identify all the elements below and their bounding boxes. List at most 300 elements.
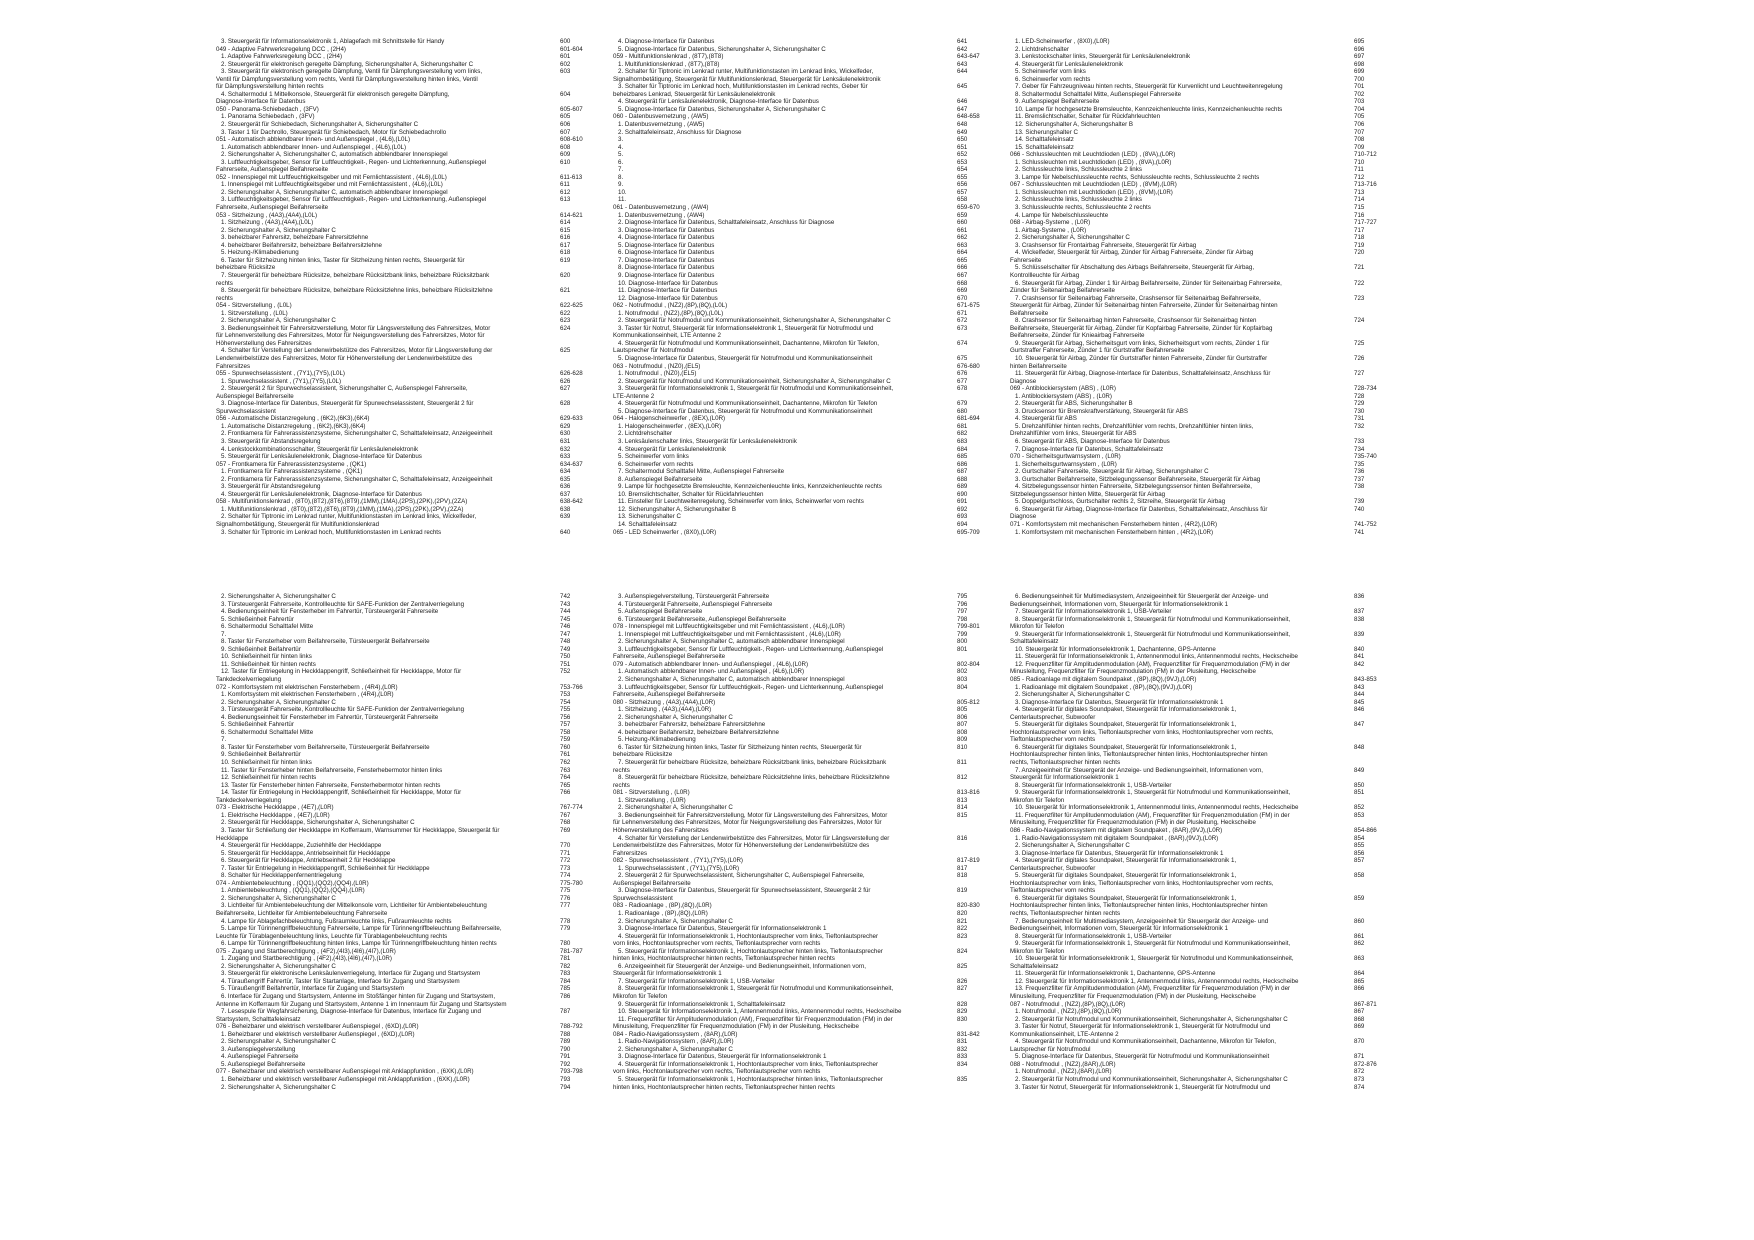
entry-page-number: 729 xyxy=(1354,400,1365,408)
entry-page-number: 626-628 xyxy=(560,370,583,378)
index-entry xyxy=(1010,249,1560,257)
entry-page-number: 626 xyxy=(560,377,571,385)
entry-page-number: 797 xyxy=(957,608,968,616)
entry-page-number: 622-625 xyxy=(560,302,583,310)
entry-title: 15. Schalttafeleinsatz xyxy=(1015,143,1074,151)
entry-page-number: 813 xyxy=(957,796,968,804)
entry-page-number: 750 xyxy=(560,653,571,661)
index-entry xyxy=(1010,204,1560,212)
entry-title: Diagnose xyxy=(1010,377,1037,385)
entry-page-number xyxy=(560,408,620,416)
entry-page-number: 802 xyxy=(957,668,968,676)
entry-page-number: 690 xyxy=(957,490,968,498)
index-entry xyxy=(1010,842,1560,850)
entry-page-number: 820 xyxy=(957,909,968,917)
index-entry xyxy=(1010,461,1560,469)
index-entry xyxy=(1010,601,1560,609)
entry-page-number: 600 xyxy=(560,38,571,45)
entry-title: Fahrerseite xyxy=(1010,256,1042,264)
entry-title: 1. Adaptive Fahrwerksregelung DCC , (2H4) xyxy=(221,53,343,61)
entry-page-number: 770 xyxy=(560,842,571,850)
index-entry xyxy=(1010,529,1560,537)
index-entry xyxy=(1010,835,1560,843)
entry-title: 3. Taster für Notruf, Steuergerät für Informationselektronik 1, Steuergerät für Notrufmodul und xyxy=(1015,1023,1271,1031)
entry-page-number: 691 xyxy=(957,498,968,506)
entry-title: 12. Schließeinheit für hinten rechts xyxy=(221,774,317,782)
entry-page-number: 788-792 xyxy=(560,1023,583,1031)
entry-page-number: 711 xyxy=(1354,166,1364,174)
entry-title: 5. xyxy=(618,151,624,159)
entry-title: hinten Beifahrerseite xyxy=(1010,362,1067,370)
entry-page-number: 672 xyxy=(957,317,968,325)
entry-title: 6. Bedienungseinheit für Multimediasystem, Anzeigeeinheit für Steuergerät der Anzeige- und xyxy=(1015,593,1269,600)
entry-page-number xyxy=(1354,736,1414,744)
entry-title: 066 - Schlussleuchten mit Leuchtdioden (LED) , (8VA),(L0R) xyxy=(1010,151,1176,159)
entry-page-number: 862 xyxy=(1354,940,1365,948)
entry-page-number: 721 xyxy=(1354,264,1365,272)
entry-page-number xyxy=(1354,332,1414,340)
entry-title: 8. Steuergerät für Informationselektronik 1, Steuergerät für Notrufmodul und Kommunikationseinheit, xyxy=(1015,615,1291,623)
entry-page-number xyxy=(560,933,620,941)
entry-page-number: 836 xyxy=(1354,593,1365,600)
entry-title: 2. Sicherungshalter A, Sicherungshalter C xyxy=(1015,842,1130,850)
entry-title: 3. Steuergerät für Informationselektronik 1, Ablagefach mit Schnittstelle für Handy xyxy=(221,38,445,45)
entry-title: Signalhornbetätigung, Steuergerät für Multifunktionslenkrad, Steuergerät für Lenksäulenelektronik xyxy=(613,75,881,83)
entry-title: 4. Steuergerät für digitales Soundpaket, Steuergerät für Informationselektronik 1, xyxy=(1015,706,1237,714)
index-entry xyxy=(1010,166,1560,174)
entry-page-number: 709 xyxy=(1354,143,1365,151)
entry-title: 11. Diagnose-Interface für Datenbus xyxy=(618,287,718,295)
entry-title: Mikrofon für Telefon xyxy=(1010,947,1065,955)
entry-title: 078 - Innenspiegel mit Luftfeuchtigkeitsgeber und mit Fernlichtassistent , (4L6),(L0R) xyxy=(613,623,845,631)
entry-title: 3. Bedienungseinheit für Fahrersitzverstellung, Motor für Längsverstellung des Fahrersitzes, Motor xyxy=(221,324,491,332)
entry-page-number: 671 xyxy=(957,309,968,317)
entry-page-number: 638-642 xyxy=(560,498,583,506)
entry-title: 6. Steuergerät für ABS, Diagnose-Interface für Datenbus xyxy=(1015,437,1170,445)
entry-page-number: 608-610 xyxy=(560,136,583,144)
entry-title: 2. Sicherungshalter A, Sicherungshalter C xyxy=(221,317,336,325)
entry-title: 3. Diagnose-Interface für Datenbus, Steuergerät für Informationselektronik 1 xyxy=(618,925,827,933)
entry-page-number: 614-621 xyxy=(560,211,583,219)
entry-title: 4. Diagnose-Interface für Datenbus xyxy=(618,38,715,45)
entry-page-number xyxy=(1354,363,1414,371)
entry-page-number: 627 xyxy=(560,385,571,393)
entry-page-number: 661 xyxy=(957,226,968,234)
index-entry xyxy=(1010,1038,1560,1046)
entry-title: 10. xyxy=(618,188,627,196)
entry-title: 7. Diagnose-Interface für Datenbus, Schalttafeleinsatz xyxy=(1015,445,1164,453)
entry-title: 8. Steuergerät für beheizbare Rücksitze, beheizbare Rücksitzlehne links, beheizbare Rücksitzlehne xyxy=(221,287,493,295)
entry-title: 11. Schließeinheit für hinten rechts xyxy=(221,660,316,668)
index-entry xyxy=(1010,363,1560,371)
entry-title: 069 - Antiblockiersystem (ABS) , (L0R) xyxy=(1010,385,1116,393)
entry-page-number: 800 xyxy=(957,638,968,646)
entry-title: 1. Notrufmodul , (NZ2),(8P),(8Q),(L0L) xyxy=(618,309,724,317)
entry-title: 12. Diagnose-Interface für Datenbus xyxy=(618,294,718,302)
entry-page-number: 663 xyxy=(957,241,968,249)
entry-title: 10. Steuergerät für Informationselektronik 1, Antennenmodul links, Antennenmodul rechts, Heckscheibe xyxy=(618,1008,902,1016)
entry-page-number xyxy=(560,340,620,348)
entry-page-number: 607 xyxy=(560,128,571,136)
entry-title: 3. Diagnose-Interface für Datenbus, Steuergerät für Informationselektronik 1 xyxy=(1015,849,1224,857)
index-entry xyxy=(1010,767,1560,775)
entry-page-number: 857 xyxy=(1354,857,1365,865)
entry-page-number xyxy=(1354,491,1414,499)
entry-title: 5. Scheinwerfer vorn links xyxy=(1015,68,1086,76)
entry-title: 3. Drucksensor für Bremskraftverstärkung, Steuergerät für ABS xyxy=(1015,407,1188,415)
entry-page-number: 708 xyxy=(1354,136,1365,144)
index-entry xyxy=(1010,676,1560,684)
entry-title: 1. Datenbusvernetzung , (AW4) xyxy=(618,211,705,219)
entry-page-number: 601 xyxy=(560,53,571,61)
index-entry xyxy=(1010,370,1560,378)
entry-page-number: 741 xyxy=(1354,528,1365,536)
entry-page-number xyxy=(1354,751,1414,759)
index-entry xyxy=(1010,212,1560,220)
entry-title: 4. xyxy=(618,143,624,151)
index-entry xyxy=(1010,272,1560,280)
entry-page-number xyxy=(1354,948,1414,956)
entry-title: 7. xyxy=(221,736,227,744)
entry-page-number: 835 xyxy=(957,1076,968,1083)
entry-title: 1. Beheizbarer und elektrisch verstellbarer Außenspiegel mit Anklappfunktion , (6XK),(L0R) xyxy=(221,1076,470,1083)
entry-page-number: 620 xyxy=(560,271,571,279)
entry-page-number: 825 xyxy=(957,962,968,970)
entry-title: 8. Außenspiegel Beifahrerseite xyxy=(618,475,703,483)
entry-page-number: 611 xyxy=(560,181,570,189)
entry-page-number: 667 xyxy=(957,271,968,279)
entry-title: Spurwechselassistent xyxy=(216,407,276,415)
entry-page-number: 778 xyxy=(560,917,571,925)
entry-title: 4. Schaltermodul 1 Mittelkonsole, Steuergerät für elektronisch geregelte Dämpfung, xyxy=(221,90,450,98)
entry-page-number xyxy=(957,1068,1017,1076)
index-entry xyxy=(1010,684,1560,692)
entry-page-number xyxy=(1354,347,1414,355)
entry-title: 2. Sicherungshalter A, Sicherungshalter C xyxy=(1015,234,1130,242)
entry-title: für Lehnenverstellung des Fahrersitzes, Motor für Neigungsverstellung des Fahrersitzes, Motor für xyxy=(216,332,485,340)
entry-page-number: 604 xyxy=(560,90,571,98)
index-entry xyxy=(1010,446,1560,454)
entry-title: 076 - Beheizbarer und elektrisch verstellbarer Außenspiegel , (6XD),(L0R) xyxy=(216,1023,419,1031)
entry-title: Tankdeckelverriegelung xyxy=(216,676,282,684)
entry-title: 3. Taster für Notruf, Steuergerät für Informationselektronik 1, Steuergerät für Notrufmodul und xyxy=(1015,1083,1271,1091)
index-entry xyxy=(1010,963,1560,971)
index-entry xyxy=(1010,234,1560,242)
entry-page-number xyxy=(957,347,1017,355)
entry-page-number xyxy=(1354,880,1414,888)
entry-title: 3. Steuergerät für Abstandsregelung xyxy=(221,483,321,491)
index-entry xyxy=(1010,918,1560,926)
entry-title: 4. Schalter für Verstellung der Lendenwirbelstütze des Fahrersitzes, Motor für Längsverstellung der xyxy=(221,347,493,355)
entry-page-number: 615 xyxy=(560,226,571,234)
index-entry xyxy=(1010,53,1560,61)
index-entry xyxy=(1010,91,1560,99)
entry-page-number: 846 xyxy=(1354,706,1365,714)
entry-page-number xyxy=(957,819,1017,827)
entry-page-number: 737 xyxy=(1354,475,1365,483)
entry-page-number: 841 xyxy=(1354,653,1365,661)
entry-title: 10. Steuergerät für Informationselektronik 1, Steuergerät für Notrufmodul und Kommunikationseinheit, xyxy=(1015,955,1294,963)
entry-title: 3. Türsteuergerät Fahrerseite, Kontrollleuchte für SAFE-Funktion der Zentralverriegelung xyxy=(221,600,465,608)
index-entry xyxy=(1010,68,1560,76)
index-entry xyxy=(1010,468,1560,476)
entry-title: 4. Steuergerät für Lenksäulenelektronik xyxy=(1015,60,1124,68)
entry-title: 2. Schalter für Tiptronic im Lenkrad runter, Multifunktionstasten im Lenkrad links, Wickelfeder, xyxy=(221,513,477,521)
entry-page-number: 807 xyxy=(957,721,968,729)
index-entry xyxy=(1010,257,1560,265)
entry-page-number xyxy=(1354,1046,1414,1054)
entry-page-number: 629 xyxy=(560,422,571,430)
entry-page-number xyxy=(560,355,620,363)
entry-title: 8. Steuergerät für Informationselektronik 1, USB-Verteiler xyxy=(1015,932,1172,940)
entry-title: Kontrollleuchte für Airbag xyxy=(1010,271,1080,279)
entry-page-number: 791 xyxy=(560,1053,571,1061)
entry-title: 6. Schaltermodul Schalttafel Mitte xyxy=(221,728,314,736)
index-entry xyxy=(1010,189,1560,197)
entry-page-number xyxy=(1354,1031,1414,1039)
entry-page-number xyxy=(957,691,1017,699)
entry-title: 9. Steuergerät für Informationselektronik 1, Schalttafeleinsatz xyxy=(618,1000,786,1008)
entry-title: 5. Diagnose-Interface für Datenbus, Steuergerät für Notrufmodul und Kommunikationseinheit xyxy=(1015,1053,1270,1061)
entry-title: 11. Steuergerät für Airbag, Diagnose-Interface für Datenbus, Schalttafeleinsatz, Anschluss für xyxy=(1015,370,1271,378)
entry-title: 3. Türsteuergerät Fahrerseite, Kontrollleuchte für SAFE-Funktion der Zentralverriegelung xyxy=(221,706,465,714)
entry-title: rechts, Tieftonlautsprecher hinten rechts xyxy=(1010,909,1121,917)
entry-title: Schalttafeleinsatz xyxy=(1010,962,1059,970)
index-entry xyxy=(1010,415,1560,423)
entry-page-number xyxy=(1354,430,1414,438)
entry-page-number: 782 xyxy=(560,962,571,970)
index-entry xyxy=(1010,400,1560,408)
entry-page-number: 850 xyxy=(1354,781,1365,789)
entry-page-number: 649 xyxy=(957,128,968,136)
entry-title: 4. Steuergerät für Notrufmodul und Kommunikationseinheit, Dachantenne, Mikrofon für Telefon xyxy=(618,400,878,408)
entry-page-number: 621 xyxy=(560,287,571,295)
entry-title: 2. Steuergerät für elektronisch geregelte Dämpfung, Sicherungshalter A, Sicherungshalter C xyxy=(221,60,474,68)
entry-title: 11. Frequenzfilter für Amplitudenmodulation (AM), Frequenzfilter für Frequenzmodulation (FM) in der xyxy=(1015,811,1290,819)
entry-title: 3. Diagnose-Interface für Datenbus, Steuergerät für Spurwechselassistent, Steuergerät 2 für xyxy=(618,887,871,895)
entry-title: 3. Luftfeuchtigkeitsgeber, Sensor für Luftfeuchtigkeit-, Regen- und Lichterkennung, Außenspiegel xyxy=(618,645,884,653)
entry-title: 4. Sitzbelegungssensor hinten Fahrerseite, Sitzbelegungssensor hinten Beifahrerseite, xyxy=(1015,483,1252,491)
entry-title: 5. Doppelgurtschloss, Gurtschalter rechts 2, Sitzreihe, Steuergerät für Airbag xyxy=(1015,498,1226,506)
entry-title: 2. Frontkamera für Fahrerassistenzsysteme, Sicherungshalter C, Schalttafeleinsatz, Anzeigeeinheit xyxy=(221,475,493,483)
entry-title: 6. Türsteuergerät Beifahrerseite, Außenspiegel Beifahrerseite xyxy=(618,615,787,623)
index-entry xyxy=(1010,819,1560,827)
index-entry xyxy=(1010,76,1560,84)
index-entry xyxy=(1010,910,1560,918)
entry-page-number: 707 xyxy=(1354,128,1365,136)
entry-page-number xyxy=(957,1084,1017,1092)
entry-title: Steuergerät für Informationselektronik 1 xyxy=(1010,774,1119,782)
entry-page-number: 774 xyxy=(560,872,571,880)
entry-title: hinten links, Hochtonlautsprecher hinten rechts, Tieftonlautsprecher hinten rechts xyxy=(613,955,835,963)
entry-title: 082 - Spurwechselassistent , (7Y1),(7Y5),(L0R) xyxy=(613,857,743,865)
entry-title: Diagnose xyxy=(1010,513,1037,521)
entry-title: 8. Steuergerät für Informationselektronik 1, USB-Verteiler xyxy=(1015,781,1172,789)
entry-title: 4. Steuergerät für Heckklappe, Zuziehhilfe der Heckklappe xyxy=(221,842,382,850)
entry-title: 2. Frontkamera für Fahrerassistenzsysteme, Sicherungshalter C, Schalttafeleinsatz, Anzeigeeinheit xyxy=(221,430,493,438)
entry-page-number: 725 xyxy=(1354,339,1365,347)
entry-page-number: 848 xyxy=(1354,743,1365,751)
entry-title: Außenspiegel Beifahrerseite xyxy=(216,392,294,400)
entry-title: 3. Lampe für Nebelschlussleuchte rechts, Schlussleuchte rechts, Schlussleuchte 2 rechts xyxy=(1015,173,1260,181)
entry-title: 1. Datenbusvernetzung , (AW5) xyxy=(618,121,705,129)
entry-title: 051 - Automatisch abblendbarer Innen- und Außenspiegel , (4L6),(L0L) xyxy=(216,136,410,144)
entry-page-number xyxy=(560,264,620,272)
entry-page-number: 666 xyxy=(957,264,968,272)
index-entry xyxy=(1010,1061,1560,1069)
entry-title: 6. Taster für Sitzheizung hinten links, Taster für Sitzheizung hinten rechts, Steuergerät für xyxy=(618,743,862,751)
entry-title: 2. Diagnose-Interface für Datenbus, Schalttafeleinsatz, Anschluss für Diagnose xyxy=(618,219,835,227)
entry-page-number: 794 xyxy=(560,1083,571,1091)
entry-title: 061 - Datenbusvernetzung , (AW4) xyxy=(613,204,709,212)
entry-title: 059 - Multifunktionslenkrad , (8T7),(8T8) xyxy=(613,53,724,61)
entry-page-number: 840 xyxy=(1354,645,1365,653)
index-entry xyxy=(1010,430,1560,438)
index-entry xyxy=(1010,895,1560,903)
entry-title: Hochtonlautsprecher vorn links, Tieftonlautsprecher vorn links, Hochtonlautsprecher vorn rechts, xyxy=(1010,728,1274,736)
entry-page-number: 761 xyxy=(560,751,571,759)
entry-title: 3. Steuergerät für Informationselektronik 1, Steuergerät für Notrufmodul und Kommunikationseinheit, xyxy=(618,385,894,393)
entry-title: 5. Diagnose-Interface für Datenbus xyxy=(618,241,715,249)
entry-title: 081 - Sitzverstellung , (L0R) xyxy=(613,789,690,797)
entry-title: 1. Beheizbarer und elektrisch verstellbarer Außenspiegel , (6XD),(L0R) xyxy=(221,1030,415,1038)
entry-page-number: 751 xyxy=(560,660,571,668)
entry-title: 2. Steuergerät für ABS, Sicherungshalter B xyxy=(1015,400,1133,408)
entry-page-number: 723 xyxy=(1354,294,1365,302)
entry-page-number xyxy=(957,955,1017,963)
entry-page-number: 820-830 xyxy=(957,902,980,910)
entry-title: 3. Gurtschalter Beifahrerseite, Sitzbelegungssensor Beifahrerseite, Steuergerät für Airbag xyxy=(1015,475,1261,483)
entry-title: 055 - Spurwechselassistent , (7Y1),(7Y5),(L0L) xyxy=(216,370,345,378)
entry-title: 1. Schlussleuchten mit Leuchtdioden (LED) , (8VM),(L0R) xyxy=(1015,188,1173,196)
entry-page-number xyxy=(957,842,1017,850)
entry-title: Gurtstraffer Fahrerseite, Zünder 1 für Gurtstraffer Beifahrerseite xyxy=(1010,347,1185,355)
entry-title: 062 - Notrufmodul , (NZ2),(8P),(8Q),(L0L) xyxy=(613,302,728,310)
entry-title: 4. Steuergerät für Lenksäulenelektronik, Diagnose-Interface für Datenbus xyxy=(221,490,422,498)
entry-page-number: 732 xyxy=(1354,422,1365,430)
entry-page-number: 705 xyxy=(1354,113,1365,121)
entry-title: Kommunikationseinheit, LTE Antenne 2 xyxy=(613,332,721,340)
entry-title: Tankdeckelverriegelung xyxy=(216,796,282,804)
entry-title: 10. Bremslichtschalter, Schalter für Rückfahrleuchten xyxy=(618,490,764,498)
entry-title: 2. Sicherungshalter A, Sicherungshalter C xyxy=(618,713,733,721)
index-entry xyxy=(1010,340,1560,348)
index-entry xyxy=(1010,925,1560,933)
entry-page-number xyxy=(560,521,620,529)
entry-title: 10. Lampe für hochgesetzte Bremsleuchte, Kennzeichenleuchte links, Kennzeichenleuchte rechts xyxy=(1015,105,1283,113)
index-entry xyxy=(1010,196,1560,204)
entry-page-number xyxy=(560,835,620,843)
entry-title: 077 - Beheizbarer und elektrisch verstellbarer Außenspiegel mit Anklappfunktion , (6XK),(L0R) xyxy=(216,1068,474,1076)
index-entry xyxy=(1010,714,1560,722)
entry-title: 6. Interface für Zugang und Startsystem, Antenne im Stoßfänger hinten für Zugang und Startsystem, xyxy=(221,992,496,1000)
index-entry xyxy=(1010,865,1560,873)
entry-title: Minusleitung, Frequenzfilter für Frequenzmodulation (FM) in der Plusleitung, Heckscheibe xyxy=(1010,668,1256,676)
entry-page-number: 726 xyxy=(1354,354,1365,362)
entry-title: 9. Schließeinheit Beifahrertür xyxy=(221,751,301,759)
entry-title: 7. Steuergerät für beheizbare Rücksitze, beheizbare Rücksitzbank links, beheizbare Rücksitzbank xyxy=(618,759,887,767)
index-entry xyxy=(1010,280,1560,288)
entry-page-number xyxy=(957,393,1017,401)
entry-page-number xyxy=(957,1023,1017,1031)
entry-title: 2. Schlussleuchte links, Schlussleuchte 2 links xyxy=(1015,196,1142,204)
entry-page-number xyxy=(560,1001,620,1009)
entry-page-number: 864 xyxy=(1354,970,1365,978)
entry-page-number: 678 xyxy=(957,385,968,393)
index-entry xyxy=(1010,61,1560,69)
entry-title: 10. Steuergerät für Informationselektronik 1, Dachantenne, GPS-Antenne xyxy=(1015,645,1216,653)
entry-title: 2. Steuergerät für Schiebedach, Sicherungshalter A, Sicherungshalter C xyxy=(221,121,419,129)
index-entry xyxy=(1010,993,1560,1001)
index-entry xyxy=(1010,631,1560,639)
entry-page-number: 765 xyxy=(560,781,571,789)
entry-title: Lendenwirbelstütze des Fahrersitzes, Motor für Höhenverstellung der Lendenwirbelstütze des xyxy=(216,354,473,362)
entry-title: 2. Sicherungshalter A, Sicherungshalter C xyxy=(221,1083,336,1091)
entry-page-number: 706 xyxy=(1354,121,1365,129)
index-entry xyxy=(1010,812,1560,820)
entry-page-number xyxy=(560,295,620,303)
entry-page-number: 799-801 xyxy=(957,623,980,631)
entry-title: 3. beheizbarer Fahrersitz, beheizbare Fahrersitzlehne xyxy=(221,234,369,242)
entry-page-number: 625 xyxy=(560,347,571,355)
entry-title: 3. Außenspiegelverstellung, Türsteuergerät Fahrerseite xyxy=(618,593,770,600)
entry-page-number: 837 xyxy=(1354,608,1365,616)
entry-title: 1. Sitzheizung , (4A3),(4A4),(L0L) xyxy=(221,219,314,227)
entry-title: 7. Schaltermodul Schalttafel Mitte, Außenspiegel Fahrerseite xyxy=(618,468,785,476)
index-entry xyxy=(1010,121,1560,129)
entry-title: 2. Sicherungshalter A, Sicherungshalter C xyxy=(618,917,733,925)
entry-page-number xyxy=(1354,623,1414,631)
entry-title: 6. Scheinwerfer vorn rechts xyxy=(618,460,694,468)
entry-title: 1. Schlussleuchten mit Leuchtdioden (LED) , (8VA),(L0R) xyxy=(1015,158,1172,166)
entry-page-number: 845 xyxy=(1354,698,1365,706)
entry-title: 5. Steuergerät für Informationselektronik 1, Hochtonlautsprecher hinten links, Tieftonlautsprecher xyxy=(618,1076,883,1083)
index-entry xyxy=(1010,691,1560,699)
entry-page-number: 809 xyxy=(957,736,968,744)
entry-title: 7. Bedienungseinheit für Multimediasystem, Anzeigeeinheit für Steuergerät der Anzeige- und xyxy=(1015,917,1269,925)
index-entry xyxy=(1010,1068,1560,1076)
entry-page-number: 768 xyxy=(560,819,571,827)
entry-page-number: 754 xyxy=(560,698,571,706)
entry-title: 1. Halogenscheinwerfer , (8EX),(L0R) xyxy=(618,422,722,430)
entry-title: 2. Steuergerät für Notrufmodul und Kommunikationseinheit, Sicherungshalter A, Sicherungshalter C xyxy=(1015,1015,1288,1023)
entry-title: 6. Schaltermodul Schalttafel Mitte xyxy=(221,623,314,631)
entry-page-number: 811 xyxy=(957,759,967,767)
entry-page-number: 710 xyxy=(1354,158,1365,166)
entry-page-number: 808 xyxy=(957,728,968,736)
index-entry xyxy=(1010,1076,1560,1084)
index-entry xyxy=(1010,699,1560,707)
entry-title: Beifahrerseite, Zünder für Knieairbag Fahrerseite xyxy=(1010,332,1145,340)
entry-title: 5. Diagnose-Interface für Datenbus, Sicherungshalter A, Sicherungshalter C xyxy=(618,105,826,113)
entry-page-number: 659-670 xyxy=(957,204,980,212)
index-entry xyxy=(1010,476,1560,484)
index-entry xyxy=(1010,744,1560,752)
entry-page-number: 741-752 xyxy=(1354,521,1377,528)
entry-page-number: 699 xyxy=(1354,68,1365,76)
entry-page-number: 873 xyxy=(1354,1076,1365,1083)
entry-title: 2. Steuergerät für Notrufmodul und Kommunikationseinheit, Sicherungshalter A, Sicherungshalter C xyxy=(618,377,891,385)
entry-title: 5. Diagnose-Interface für Datenbus, Steuergerät für Notrufmodul und Kommunikationseinheit xyxy=(618,407,873,415)
entry-title: 11. Steuergerät für Informationselektronik 1, Antennenmodul links, Antennenmodul rechts, Heckscheibe xyxy=(1015,653,1298,661)
entry-page-number: 670 xyxy=(957,294,968,302)
entry-title: Drehzahlfühler vorn links, Steuergerät für ABS xyxy=(1010,430,1137,438)
entry-title: 073 - Elektrische Heckklappe , (4E7),(L0R) xyxy=(216,804,334,812)
entry-title: 3. Luftfeuchtigkeitsgeber, Sensor für Luftfeuchtigkeit-, Regen- und Lichterkennung, Außenspiegel xyxy=(221,196,487,204)
entry-title: 2. Sicherungshalter A, Sicherungshalter C xyxy=(618,1045,733,1053)
index-entry xyxy=(1010,729,1560,737)
entry-title: 12. Frequenzfilter für Amplitudenmodulation (AM), Frequenzfilter für Frequenzmodulation (FM) in der xyxy=(1015,660,1291,668)
